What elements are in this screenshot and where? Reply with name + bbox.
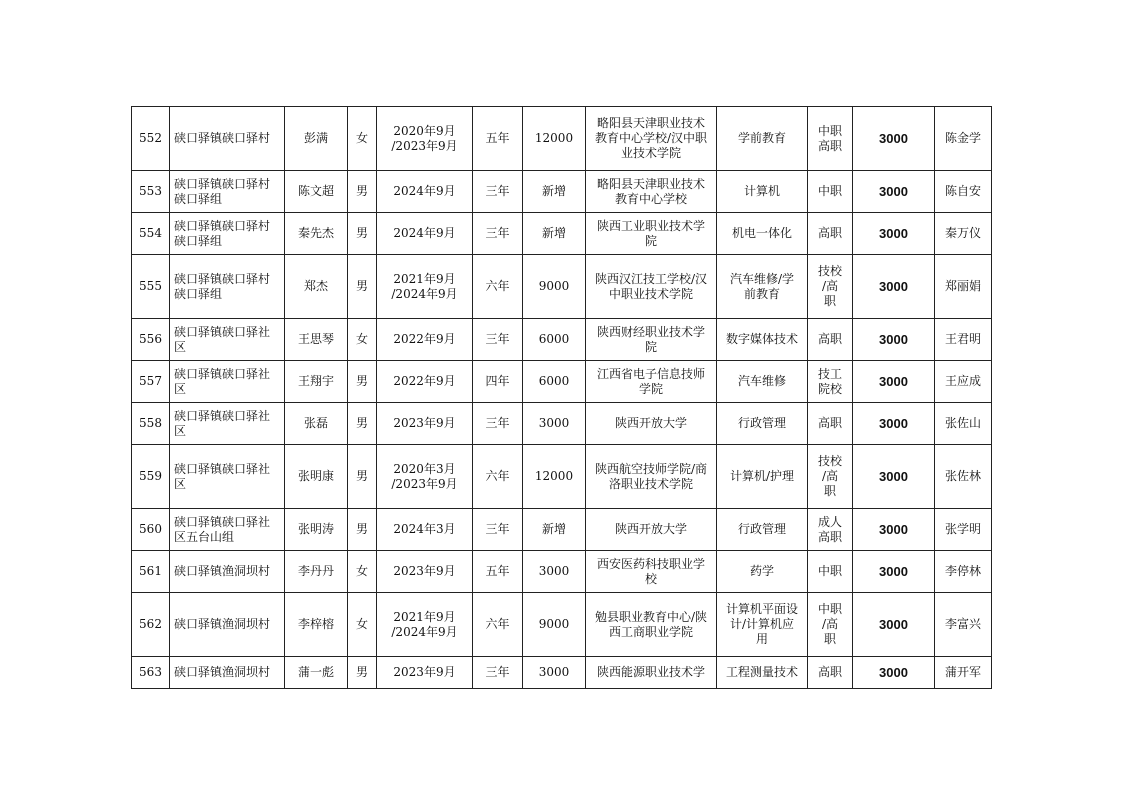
duration-cell: 六年	[473, 255, 523, 319]
major-cell: 工程测量技术	[717, 657, 808, 689]
table-row	[132, 107, 992, 171]
school-cell: 西安医药科技职业学 校	[586, 551, 717, 593]
guardian-cell: 秦万仪	[935, 213, 992, 255]
enrollment-date-cell: 2023年9月	[377, 657, 473, 689]
duration-cell: 六年	[473, 593, 523, 657]
enrollment-date-cell: 2020年3月 /2023年9月	[377, 445, 473, 509]
subsidy-amount-cell: 3000	[853, 657, 935, 689]
table-row	[132, 551, 992, 593]
table-row	[132, 361, 992, 403]
major-cell: 汽车维修	[717, 361, 808, 403]
major-cell: 行政管理	[717, 403, 808, 445]
duration-cell: 四年	[473, 361, 523, 403]
gender-cell: 男	[348, 255, 377, 319]
guardian-cell: 李富兴	[935, 593, 992, 657]
education-level-cell: 技工 院校	[808, 361, 853, 403]
duration-cell: 三年	[473, 657, 523, 689]
row-number: 559	[132, 445, 170, 509]
address-cell: 硖口驿镇硖口驿村 硖口驿组	[170, 171, 285, 213]
duration-cell: 三年	[473, 509, 523, 551]
enrollment-date-cell: 2024年3月	[377, 509, 473, 551]
major-cell: 计算机	[717, 171, 808, 213]
guardian-cell: 王应成	[935, 361, 992, 403]
student-name-cell: 蒲一彪	[285, 657, 348, 689]
student-name-cell: 王思琴	[285, 319, 348, 361]
table-row	[132, 403, 992, 445]
enrollment-date-cell: 2024年9月	[377, 213, 473, 255]
education-level-cell: 高职	[808, 319, 853, 361]
address-cell: 硖口驿镇硖口驿村 硖口驿组	[170, 255, 285, 319]
subsidy-amount-cell: 3000	[853, 509, 935, 551]
guardian-cell: 陈自安	[935, 171, 992, 213]
guardian-cell: 张佐林	[935, 445, 992, 509]
gender-cell: 男	[348, 445, 377, 509]
enrollment-date-cell: 2022年9月	[377, 319, 473, 361]
row-number: 562	[132, 593, 170, 657]
enrollment-date-cell: 2024年9月	[377, 171, 473, 213]
subsidy-amount-cell: 3000	[853, 403, 935, 445]
school-cell: 陕西开放大学	[586, 403, 717, 445]
student-name-cell: 秦先杰	[285, 213, 348, 255]
school-cell: 陕西航空技师学院/商 洛职业技术学院	[586, 445, 717, 509]
row-number: 557	[132, 361, 170, 403]
previous-amount-cell: 新增	[523, 509, 586, 551]
guardian-cell: 张学明	[935, 509, 992, 551]
enrollment-date-cell: 2023年9月	[377, 551, 473, 593]
address-cell: 硖口驿镇硖口驿村 硖口驿组	[170, 213, 285, 255]
gender-cell: 女	[348, 107, 377, 171]
address-cell: 硖口驿镇硖口驿社 区	[170, 445, 285, 509]
education-level-cell: 中职 高职	[808, 107, 853, 171]
previous-amount-cell: 3000	[523, 657, 586, 689]
row-number: 552	[132, 107, 170, 171]
major-cell: 行政管理	[717, 509, 808, 551]
student-name-cell: 郑杰	[285, 255, 348, 319]
student-name-cell: 陈文超	[285, 171, 348, 213]
gender-cell: 男	[348, 509, 377, 551]
school-cell: 略阳县天津职业技术 教育中心学校	[586, 171, 717, 213]
previous-amount-cell: 9000	[523, 593, 586, 657]
enrollment-date-cell: 2020年9月 /2023年9月	[377, 107, 473, 171]
guardian-cell: 郑丽娟	[935, 255, 992, 319]
previous-amount-cell: 12000	[523, 445, 586, 509]
gender-cell: 男	[348, 213, 377, 255]
subsidy-amount-cell: 3000	[853, 551, 935, 593]
guardian-cell: 蒲开军	[935, 657, 992, 689]
major-cell: 学前教育	[717, 107, 808, 171]
school-cell: 陕西汉江技工学校/汉 中职业技术学院	[586, 255, 717, 319]
previous-amount-cell: 3000	[523, 551, 586, 593]
duration-cell: 三年	[473, 403, 523, 445]
previous-amount-cell: 6000	[523, 319, 586, 361]
enrollment-date-cell: 2021年9月 /2024年9月	[377, 593, 473, 657]
subsidy-amount-cell: 3000	[853, 255, 935, 319]
gender-cell: 女	[348, 593, 377, 657]
gender-cell: 女	[348, 551, 377, 593]
education-level-cell: 技校 /高 职	[808, 445, 853, 509]
guardian-cell: 张佐山	[935, 403, 992, 445]
education-level-cell: 高职	[808, 213, 853, 255]
school-cell: 勉县职业教育中心/陕 西工商职业学院	[586, 593, 717, 657]
student-name-cell: 张磊	[285, 403, 348, 445]
previous-amount-cell: 6000	[523, 361, 586, 403]
table-row	[132, 255, 992, 319]
education-level-cell: 成人 高职	[808, 509, 853, 551]
duration-cell: 六年	[473, 445, 523, 509]
subsidy-amount-cell: 3000	[853, 593, 935, 657]
duration-cell: 三年	[473, 319, 523, 361]
row-number: 556	[132, 319, 170, 361]
row-number: 561	[132, 551, 170, 593]
duration-cell: 五年	[473, 551, 523, 593]
address-cell: 硖口驿镇硖口驿村	[170, 107, 285, 171]
enrollment-date-cell: 2022年9月	[377, 361, 473, 403]
education-level-cell: 高职	[808, 657, 853, 689]
education-level-cell: 高职	[808, 403, 853, 445]
row-number: 558	[132, 403, 170, 445]
school-cell: 陕西开放大学	[586, 509, 717, 551]
table-row	[132, 509, 992, 551]
address-cell: 硖口驿镇硖口驿社 区	[170, 361, 285, 403]
student-name-cell: 张明涛	[285, 509, 348, 551]
table-row	[132, 593, 992, 657]
gender-cell: 男	[348, 657, 377, 689]
row-number: 553	[132, 171, 170, 213]
previous-amount-cell: 新增	[523, 213, 586, 255]
subsidy-amount-cell: 3000	[853, 319, 935, 361]
major-cell: 机电一体化	[717, 213, 808, 255]
student-name-cell: 王翔宇	[285, 361, 348, 403]
duration-cell: 五年	[473, 107, 523, 171]
previous-amount-cell: 新增	[523, 171, 586, 213]
address-cell: 硖口驿镇渔洞坝村	[170, 551, 285, 593]
records-body	[132, 107, 992, 689]
gender-cell: 男	[348, 171, 377, 213]
education-level-cell: 中职	[808, 171, 853, 213]
table-row	[132, 657, 992, 689]
row-number: 563	[132, 657, 170, 689]
records-table	[131, 106, 992, 689]
school-cell: 略阳县天津职业技术 教育中心学校/汉中职 业技术学院	[586, 107, 717, 171]
school-cell: 陕西工业职业技术学 院	[586, 213, 717, 255]
student-name-cell: 张明康	[285, 445, 348, 509]
student-name-cell: 李梓榕	[285, 593, 348, 657]
enrollment-date-cell: 2023年9月	[377, 403, 473, 445]
duration-cell: 三年	[473, 171, 523, 213]
previous-amount-cell: 3000	[523, 403, 586, 445]
subsidy-amount-cell: 3000	[853, 213, 935, 255]
education-level-cell: 中职	[808, 551, 853, 593]
major-cell: 计算机平面设 计/计算机应 用	[717, 593, 808, 657]
major-cell: 计算机/护理	[717, 445, 808, 509]
address-cell: 硖口驿镇硖口驿社 区	[170, 319, 285, 361]
table-row	[132, 213, 992, 255]
school-cell: 陕西能源职业技术学	[586, 657, 717, 689]
address-cell: 硖口驿镇渔洞坝村	[170, 593, 285, 657]
major-cell: 药学	[717, 551, 808, 593]
education-level-cell: 技校 /高 职	[808, 255, 853, 319]
major-cell: 汽车维修/学 前教育	[717, 255, 808, 319]
subsidy-amount-cell: 3000	[853, 361, 935, 403]
gender-cell: 女	[348, 319, 377, 361]
row-number: 554	[132, 213, 170, 255]
row-number: 560	[132, 509, 170, 551]
subsidy-amount-cell: 3000	[853, 445, 935, 509]
table-row	[132, 171, 992, 213]
guardian-cell: 王君明	[935, 319, 992, 361]
subsidy-amount-cell: 3000	[853, 107, 935, 171]
guardian-cell: 陈金学	[935, 107, 992, 171]
duration-cell: 三年	[473, 213, 523, 255]
school-cell: 江西省电子信息技师 学院	[586, 361, 717, 403]
gender-cell: 男	[348, 361, 377, 403]
gender-cell: 男	[348, 403, 377, 445]
table-row	[132, 319, 992, 361]
previous-amount-cell: 9000	[523, 255, 586, 319]
student-name-cell: 彭满	[285, 107, 348, 171]
education-level-cell: 中职 /高 职	[808, 593, 853, 657]
address-cell: 硖口驿镇硖口驿社 区	[170, 403, 285, 445]
student-name-cell: 李丹丹	[285, 551, 348, 593]
school-cell: 陕西财经职业技术学 院	[586, 319, 717, 361]
subsidy-amount-cell: 3000	[853, 171, 935, 213]
guardian-cell: 李停林	[935, 551, 992, 593]
table-row	[132, 445, 992, 509]
address-cell: 硖口驿镇渔洞坝村	[170, 657, 285, 689]
address-cell: 硖口驿镇硖口驿社 区五台山组	[170, 509, 285, 551]
previous-amount-cell: 12000	[523, 107, 586, 171]
major-cell: 数字媒体技术	[717, 319, 808, 361]
row-number: 555	[132, 255, 170, 319]
enrollment-date-cell: 2021年9月 /2024年9月	[377, 255, 473, 319]
